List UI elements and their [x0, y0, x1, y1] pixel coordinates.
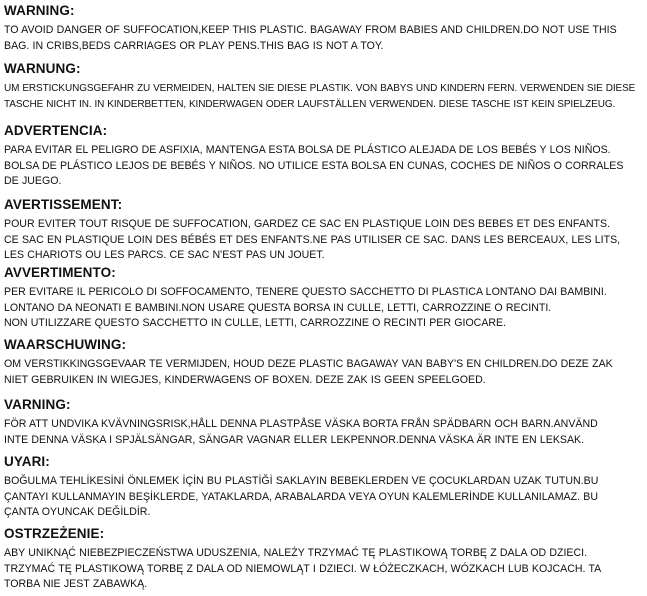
text-line: LES CHARIOTS OU LES PARCS. CE SAC N'EST PAS UN JOUET. — [4, 249, 325, 261]
warning-section-dutch — [4, 337, 644, 397]
text-line: ABY UNIKNĄĆ NIEBEZPIECZEŃSTWA UDUSZENIA, NALEŻY TRZYMAĆ TĘ PLASTIKOWĄ TORBĘ Z DALA OD DZIECI. — [4, 547, 588, 559]
text-line: TORBA NIE JEST ZABAWKĄ. — [4, 578, 148, 590]
section-text — [4, 546, 644, 593]
section-text — [4, 357, 644, 388]
warning-section-english — [4, 3, 644, 61]
text-line: TASCHE NICHT IN. IN KINDERBETTEN, KINDERWAGEN ODER LAUFSTÄLLEN VERWENDEN. DIESE TASCHE IST KEIN SPIELZEUG. — [4, 98, 616, 110]
warning-section-italian — [4, 265, 644, 337]
warning-section-spanish — [4, 123, 644, 197]
section-text — [4, 81, 644, 112]
text-line: PER EVITARE IL PERICOLO DI SOFFOCAMENTO, TENERE QUESTO SACCHETTO DI PLASTICA LONTANO DAI BAMBINI. — [4, 286, 607, 298]
text-line: NON UTILIZZARE QUESTO SACCHETTO IN CULLE, LETTI, CARROZZINE O RECINTI PER GIOCARE. — [4, 317, 507, 329]
text-line: ÇANTA OYUNCAK DEĞİLDİR. — [4, 506, 151, 518]
section-heading: VARNING: — [4, 397, 71, 412]
text-line: DE JUEGO. — [4, 175, 62, 187]
section-heading: WAARSCHUWING: — [4, 337, 127, 352]
warning-document — [4, 3, 644, 596]
text-line: BAG. IN CRIBS,BEDS CARRIAGES OR PLAY PENS.THIS BAG IS NOT A TOY. — [4, 39, 384, 52]
text-line: INTE DENNA VÄSKA I SPJÄLSÄNGAR, SÄNGAR VAGNAR ELLER LEKPENNOR.DENNA VÄSKA ÄR INTE EN LEKSAK. — [4, 433, 585, 446]
text-line: TO AVOID DANGER OF SUFFOCATION,KEEP THIS PLASTIC. BAGAWAY FROM BABIES AND CHILDREN.DO NOT USE THIS — [4, 24, 617, 36]
section-text — [4, 474, 644, 521]
section-heading: AVERTISSEMENT: — [4, 197, 123, 212]
section-heading: WARNUNG: — [4, 61, 81, 76]
warning-section-polish — [4, 526, 644, 596]
section-text — [4, 285, 644, 332]
text-line: FÖR ATT UNDVIKA KVÄVNINGSRISK,HÅLL DENNA PLASTPÅSE VÄSKA BORTA FRÅN SPÄDBARN OCH BARN.ANVÄND — [4, 418, 598, 430]
warning-section-swedish — [4, 397, 644, 454]
section-heading: UYARI: — [4, 454, 50, 469]
text-line: BOLSA DE PLÁSTICO LEJOS DE BEBÉS Y NIÑOS. NO UTILICE ESTA BOLSA EN CUNAS, COCHES DE NIÑOS O CORRALES — [4, 159, 624, 172]
warning-section-turkish — [4, 454, 644, 526]
section-heading: ADVERTENCIA: — [4, 123, 108, 138]
text-line: CE SAC EN PLASTIQUE LOIN DES BÉBÉS ET DES ENFANTS.NE PAS UTILISER CE SAC. DANS LES BERCEAUX, LES LITS, — [4, 233, 621, 246]
section-text — [4, 217, 644, 264]
warning-section-french — [4, 197, 644, 265]
section-heading: WARNING: — [4, 3, 75, 18]
section-heading: AVVERTIMENTO: — [4, 265, 116, 280]
text-line: OM VERSTIKKINGSGEVAAR TE VERMIJDEN, HOUD DEZE PLASTIC BAGAWAY VAN BABY'S EN CHILDREN.DO DEZE ZAK — [4, 358, 613, 370]
section-text — [4, 143, 644, 190]
section-heading: OSTRZEŻENIE: — [4, 526, 105, 541]
warning-section-german — [4, 61, 644, 123]
text-line: BOĞULMA TEHLİKESİNİ ÖNLEMEK İÇİN BU PLASTİĞİ SAKLAYIN BEBEKLERDEN VE ÇOCUKLARDAN UZAK TUTUN.BU — [4, 475, 599, 487]
text-line: TRZYMAĆ TĘ PLASTIKOWĄ TORBĘ Z DALA OD NIEMOWLĄT I DZIECI. W ŁÓŻECZKACH, WÓZKACH LUB KOJCACH. TA — [4, 562, 602, 575]
text-line: UM ERSTICKUNGSGEFAHR ZU VERMEIDEN, HALTEN SIE DIESE PLASTIK. VON BABYS UND KINDERN FERN. VERWENDEN SIE DIESE — [4, 83, 636, 94]
section-text — [4, 417, 644, 448]
text-line: POUR EVITER TOUT RISQUE DE SUFFOCATION, GARDEZ CE SAC EN PLASTIQUE LOIN DES BEBES ET DES ENFANTS. — [4, 218, 611, 230]
text-line: ÇANTAYI KULLANMAYIN BEŞİKLERDE, YATAKLARDA, ARABALARDA VEYA OYUN KALEMLERİNDE KULLANILAMAZ. BU — [4, 490, 598, 503]
text-line: PARA EVITAR EL PELIGRO DE ASFIXIA, MANTENGA ESTA BOLSA DE PLÁSTICO ALEJADA DE LOS BEBÉS Y LOS NIÑOS. — [4, 144, 611, 156]
section-text — [4, 23, 644, 54]
text-line: LONTANO DA NEONATI E BAMBINI.NON USARE QUESTA BORSA IN CULLE, LETTI, CARROZZINE O RECINTI. — [4, 301, 552, 314]
text-line: NIET GEBRUIKEN IN WIEGJES, KINDERWAGENS OF BOXEN. DEZE ZAK IS GEEN SPEELGOED. — [4, 373, 486, 386]
